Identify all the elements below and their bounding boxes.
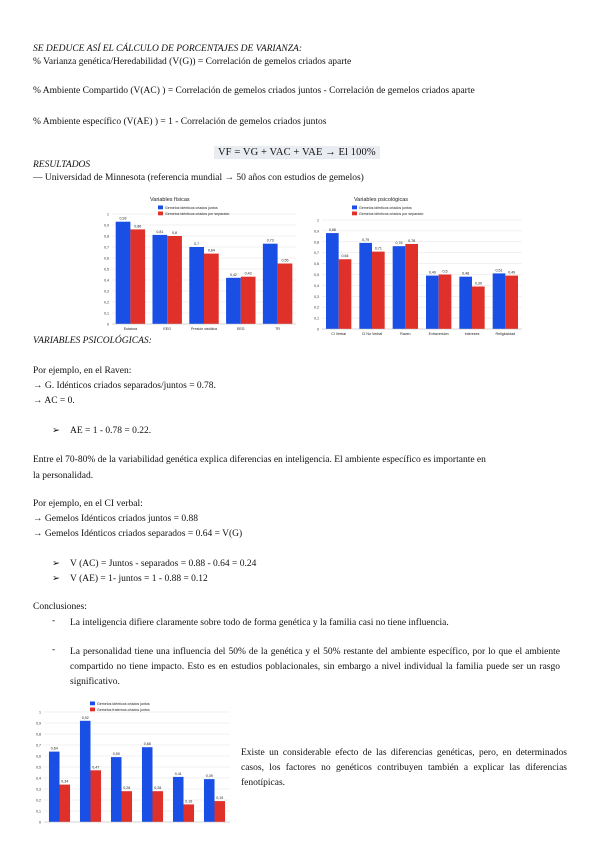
raven-ae-item xyxy=(52,425,151,436)
data-label: 0,71 xyxy=(374,246,382,251)
data-label: 0,51 xyxy=(495,268,503,273)
y-tick-label: 1 xyxy=(107,212,109,217)
legend-swatch xyxy=(158,206,163,210)
summary-line-1: Entre el 70-80% de la variabilidad genética explica diferencias en inteligencia. El ambiente específico es importante en xyxy=(33,455,486,465)
bar xyxy=(459,277,472,329)
conclusions-heading: Conclusiones: xyxy=(33,602,87,612)
chart-twins-svg xyxy=(34,694,234,830)
y-tick-label: 0,4 xyxy=(314,283,319,288)
bar xyxy=(130,229,145,324)
bar xyxy=(472,286,485,329)
y-tick-label: 0,7 xyxy=(104,245,109,250)
legend-label: Gemelos idénticos criados juntos xyxy=(359,206,412,210)
bar xyxy=(116,222,131,324)
x-tick-label: CI No Verbal xyxy=(361,332,383,336)
section-heading: SE DEDUCE ASÍ EL CÁLCULO DE PORCENTAJES DE VARIANZA: xyxy=(33,44,302,54)
bar xyxy=(372,252,385,329)
x-tick-label: Religiosidad xyxy=(495,332,516,336)
y-tick-label: 0,8 xyxy=(314,240,319,245)
y-tick-label: 0,9 xyxy=(104,223,109,228)
legend-label: Gemelos idénticos criados juntos xyxy=(97,702,150,706)
bar xyxy=(80,721,91,822)
legend-label: Gemelos idénticos criados juntos xyxy=(165,206,218,210)
chart-physical-svg xyxy=(100,192,300,334)
x-tick-label: CI Verbal xyxy=(331,332,347,336)
bar xyxy=(122,791,133,822)
y-tick-label: 0,2 xyxy=(314,305,319,310)
bar xyxy=(60,785,71,822)
chart-psychological-variables xyxy=(312,192,530,343)
bar xyxy=(359,243,372,329)
data-label: 0,47 xyxy=(92,765,100,770)
bar xyxy=(204,254,219,324)
definition-ae: % Ambiente específico (V(AE) ) = 1 - Correlación de gemelos criados juntos xyxy=(33,117,327,127)
summary-line-2: la personalidad. xyxy=(33,471,94,481)
data-label: 0,39 xyxy=(474,281,482,286)
bar xyxy=(405,244,418,329)
conclusion-2: La personalidad tiene una influencia del 50% de la genética y el 50% restante del ambiente específico, por lo que el ambiente compartido no tiene impacto. Esto es en estudios poblacionales, sin embargo a nivel individual la familia puede ser un rasgo significativo. xyxy=(70,647,560,687)
bar xyxy=(49,752,60,822)
data-label: 0,86 xyxy=(134,224,142,229)
y-tick-label: 0,7 xyxy=(36,743,41,748)
data-label: 0,28 xyxy=(123,786,131,791)
arrow-bullet-icon: ➢ xyxy=(52,574,60,584)
dash-bullet: - xyxy=(52,616,56,626)
bar xyxy=(278,264,293,325)
data-label: 0,88 xyxy=(328,228,336,233)
legend-swatch xyxy=(90,708,95,712)
data-label: 0,73 xyxy=(266,238,274,243)
definition-vg: % Varianza genética/Heredabilidad (V(G)) = Correlación de gemelos criados aparte xyxy=(33,57,352,67)
y-tick-label: 0,1 xyxy=(104,311,109,316)
y-tick-label: 0,4 xyxy=(104,278,109,283)
x-tick-label: Raven xyxy=(400,332,411,336)
raven-g: → G. Idénticos criados separados/juntos = 0.78. xyxy=(33,381,216,391)
bar xyxy=(152,235,167,324)
y-tick-label: 0,5 xyxy=(36,765,41,770)
y-tick-label: 0,2 xyxy=(36,798,41,803)
data-label: 0,55 xyxy=(281,258,289,263)
bar xyxy=(326,233,339,329)
data-label: 0,42 xyxy=(229,272,237,277)
bar xyxy=(173,777,184,822)
data-label: 0,76 xyxy=(395,241,403,246)
bar xyxy=(339,259,352,329)
cv-ac-item xyxy=(52,558,256,569)
dash-bullet: - xyxy=(52,645,56,655)
cv-intro: Por ejemplo, en el CI verbal: xyxy=(33,499,143,509)
y-tick-label: 0 xyxy=(107,322,109,327)
definition-ac: % Ambiente Compartido (V(AC) ) = Correlación de gemelos criados juntos - Correlación de gemelos criados aparte xyxy=(33,86,475,96)
data-label: 0,64 xyxy=(207,248,215,253)
results-heading: RESULTADOS xyxy=(33,160,91,170)
data-label: 0,78 xyxy=(408,238,416,243)
chart-title: Variables psicológicas xyxy=(354,197,409,203)
y-tick-label: 0,8 xyxy=(36,732,41,737)
y-tick-label: 0,2 xyxy=(104,300,109,305)
legend-label: Gemelos idénticos criados por separado xyxy=(165,212,230,216)
legend-swatch xyxy=(352,206,357,210)
data-label: 0,48 xyxy=(462,271,470,276)
data-label: 0,64 xyxy=(341,254,349,259)
bar xyxy=(426,276,439,329)
bar xyxy=(167,236,182,324)
y-tick-label: 0,9 xyxy=(314,229,319,234)
y-tick-label: 1 xyxy=(317,218,319,223)
data-label: 0,19 xyxy=(216,796,224,801)
data-label: 0,49 xyxy=(428,270,436,275)
data-label: 0,28 xyxy=(154,786,162,791)
bar xyxy=(393,246,406,329)
side-paragraph: Existe un considerable efecto de las diferencias genéticas, pero, en determinados casos, los factores no genéticos contribuyen también a explicar las diferencias fenotípicas. xyxy=(241,748,567,788)
bar xyxy=(91,770,102,822)
bar xyxy=(111,757,122,822)
x-tick-label: Intereses xyxy=(464,332,480,336)
x-tick-label: EEG xyxy=(237,327,245,331)
bar xyxy=(493,273,506,329)
data-label: 0,41 xyxy=(174,771,182,776)
psych-heading: VARIABLES PSICOLÓGICAS: xyxy=(33,336,152,346)
bar xyxy=(189,247,204,324)
chart-physical-variables xyxy=(100,192,300,337)
raven-ac: → AC = 0. xyxy=(33,396,75,406)
chart-title: Variables físicas xyxy=(150,197,190,203)
data-label: 0,92 xyxy=(81,715,89,720)
y-tick-label: 0 xyxy=(39,820,41,825)
data-label: 0,7 xyxy=(194,242,200,246)
bar xyxy=(241,277,256,324)
x-tick-label: Presión sistólica xyxy=(191,327,217,331)
y-tick-label: 1 xyxy=(39,710,41,715)
y-tick-label: 0,6 xyxy=(36,754,41,759)
legend-swatch xyxy=(90,702,95,706)
data-label: 0,79 xyxy=(362,237,370,242)
y-tick-label: 0,3 xyxy=(36,787,41,792)
variance-formula: VF = VG + VAC + VAE → El 100% xyxy=(214,146,380,159)
y-tick-label: 0,3 xyxy=(104,289,109,294)
chart-identical-vs-fraternal xyxy=(34,694,234,833)
bar xyxy=(215,801,226,822)
y-tick-label: 0,5 xyxy=(104,267,109,272)
legend-label: Gemelos fraternos criados juntos xyxy=(97,708,150,712)
bar xyxy=(153,791,164,822)
bar xyxy=(226,278,241,324)
raven-ae: AE = 1 - 0.78 = 0.22. xyxy=(70,426,152,436)
cv-separados: → Gemelos Idénticos criados separados = 0.64 = V(G) xyxy=(33,529,243,539)
bar xyxy=(263,244,278,324)
y-tick-label: 0,6 xyxy=(314,262,319,267)
data-label: 0,93 xyxy=(119,216,127,221)
data-label: 0,34 xyxy=(61,779,69,784)
y-tick-label: 0,1 xyxy=(36,809,41,814)
y-tick-label: 0,6 xyxy=(104,256,109,261)
cv-ae: V (AE) = 1- juntos = 1 - 0.88 = 0.12 xyxy=(70,574,208,584)
data-label: 0,5 xyxy=(442,269,448,274)
data-label: 0,49 xyxy=(508,270,516,275)
cv-juntos: → Gemelos Idénticos criados juntos = 0.88 xyxy=(33,514,198,524)
conclusion-1: La inteligencia difiere claramente sobre todo de forma genética y la familia casi no tiene influencia. xyxy=(70,618,449,628)
data-label: 0,43 xyxy=(244,271,252,276)
y-tick-label: 0 xyxy=(317,327,319,332)
cv-ae-item xyxy=(52,573,208,584)
y-tick-label: 0,1 xyxy=(314,316,319,321)
bar xyxy=(505,276,518,329)
arrow-bullet-icon: ➢ xyxy=(52,426,60,436)
bar xyxy=(204,779,215,822)
bar xyxy=(439,275,452,330)
data-label: 0,64 xyxy=(50,746,58,751)
raven-intro: Por ejemplo, en el Raven: xyxy=(33,366,132,376)
data-label: 0,68 xyxy=(143,742,151,747)
data-label: 0,59 xyxy=(112,752,120,757)
y-tick-label: 0,3 xyxy=(314,294,319,299)
x-tick-label: TR xyxy=(275,327,280,331)
chart-psychological-svg xyxy=(312,192,530,340)
legend-swatch xyxy=(158,212,163,216)
legend-label: Gemelos idénticos criados por separado xyxy=(359,212,424,216)
cv-ac: V (AC) = Juntos - separados = 0.88 - 0.64 = 0.24 xyxy=(70,559,257,569)
results-line: — Universidad de Minnesota (referencia mundial → 50 años con estudios de gemelos) xyxy=(33,173,364,183)
x-tick-label: Extraversión xyxy=(428,332,449,336)
x-tick-label: Estatura xyxy=(123,327,138,331)
y-tick-label: 0,4 xyxy=(36,776,41,781)
data-label: 0,39 xyxy=(205,774,213,779)
y-tick-label: 0,8 xyxy=(104,234,109,239)
bar xyxy=(184,804,195,822)
legend-swatch xyxy=(352,212,357,216)
y-tick-label: 0,9 xyxy=(36,721,41,726)
data-label: 0,81 xyxy=(156,229,164,234)
data-label: 0,8 xyxy=(172,231,178,235)
arrow-bullet-icon: ➢ xyxy=(52,559,60,569)
x-tick-label: EEG xyxy=(163,327,171,331)
y-tick-label: 0,7 xyxy=(314,251,319,256)
data-label: 0,16 xyxy=(185,799,193,804)
y-tick-label: 0,5 xyxy=(314,273,319,277)
bar xyxy=(142,747,153,822)
